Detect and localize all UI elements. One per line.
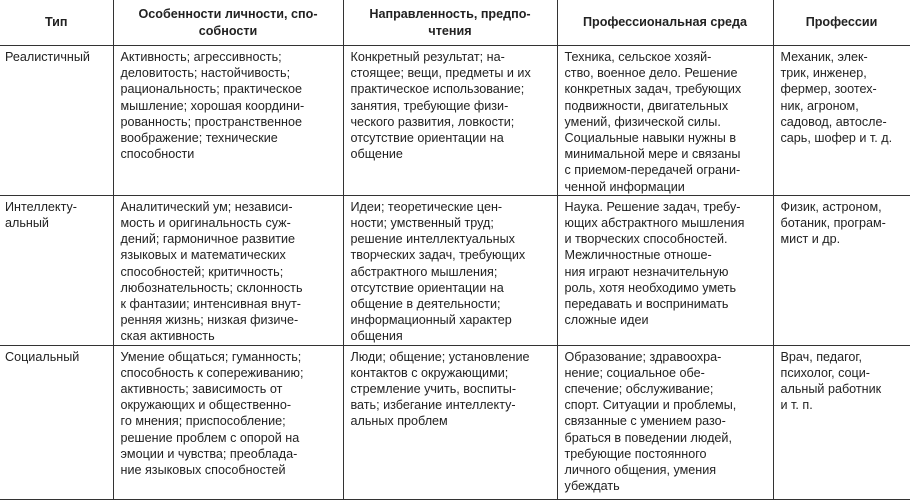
cell-type: Реалистичный xyxy=(0,46,113,196)
table-row xyxy=(0,195,910,345)
cell-type: Социальный xyxy=(0,345,113,499)
cell-type: Интеллекту- альный xyxy=(0,195,113,345)
cell-orientation: Идеи; теоретические цен- ности; умственный труд; решение интеллектуальных творческих задач, требующих абстрактного мышления; отсутствие ориентации на общение в деятельности; информационный характер общения xyxy=(343,195,557,345)
cell-environment: Образование; здравоохра- нение; социальное обе- спечение; обслуживание; спорт. Ситуации и проблемы, связанные с умением разо- браться в поведении людей, требующие постоянного личного общения, умения убеждать xyxy=(557,345,773,499)
header-professions: Профессии xyxy=(773,0,910,46)
cell-orientation: Конкретный результат; на- стоящее; вещи, предметы и их практическое использование; занятия, требующие физи- ческого развития, ловкости; отсутствие ориентации на общение xyxy=(343,46,557,196)
cell-professions: Врач, педагог, психолог, соци- альный работник и т. п. xyxy=(773,345,910,499)
cell-professions: Механик, элек- трик, инженер, фермер, зоотех- ник, агроном, садовод, автосле- сарь, шофер и т. д. xyxy=(773,46,910,196)
table-row xyxy=(0,345,910,499)
cell-environment: Техника, сельское хозяй- ство, военное дело. Решение конкретных задач, требующих подвижности, двигательных умений, физической силы. Социальные навыки нужны в минимальной мере и связаны с приемом-передачей ограни- ченной информации xyxy=(557,46,773,196)
header-type: Тип xyxy=(0,0,113,46)
header-environment: Профессиональная среда xyxy=(557,0,773,46)
cell-personality: Умение общаться; гуманность; способность к сопереживанию; активность; зависимость от окружающих и общественно- го мнения; приспособление; решение проблем с опорой на эмоции и чувства; преоблада- ние языковых способностей xyxy=(113,345,343,499)
cell-orientation: Люди; общение; установление контактов с окружающими; стремление учить, воспиты- вать; избегание интеллекту- альных проблем xyxy=(343,345,557,499)
header-personality: Особенности личности, спо- собности xyxy=(113,0,343,46)
header-orientation: Направленность, предпо- чтения xyxy=(343,0,557,46)
cell-personality: Аналитический ум; независи- мость и оригинальность суж- дений; гармоничное развитие языковых и математических способностей; критичность; любознательность; склонность к фантазии; интенсивная внут- ренняя жизнь; низкая физиче- ская активность xyxy=(113,195,343,345)
cell-environment: Наука. Решение задач, требу- ющих абстрактного мышления и творческих способностей. Межличностные отноше- ния играют незначительную роль, хотя необходимо уметь передавать и воспринимать сложные идеи xyxy=(557,195,773,345)
header-row xyxy=(0,0,910,46)
cell-professions: Физик, астроном, ботаник, програм- мист и др. xyxy=(773,195,910,345)
table-row xyxy=(0,46,910,196)
cell-personality: Активность; агрессивность; деловитость; настойчивость; рациональность; практическое мышление; хорошая координи- рованность; пространственное воображение; технические способности xyxy=(113,46,343,196)
